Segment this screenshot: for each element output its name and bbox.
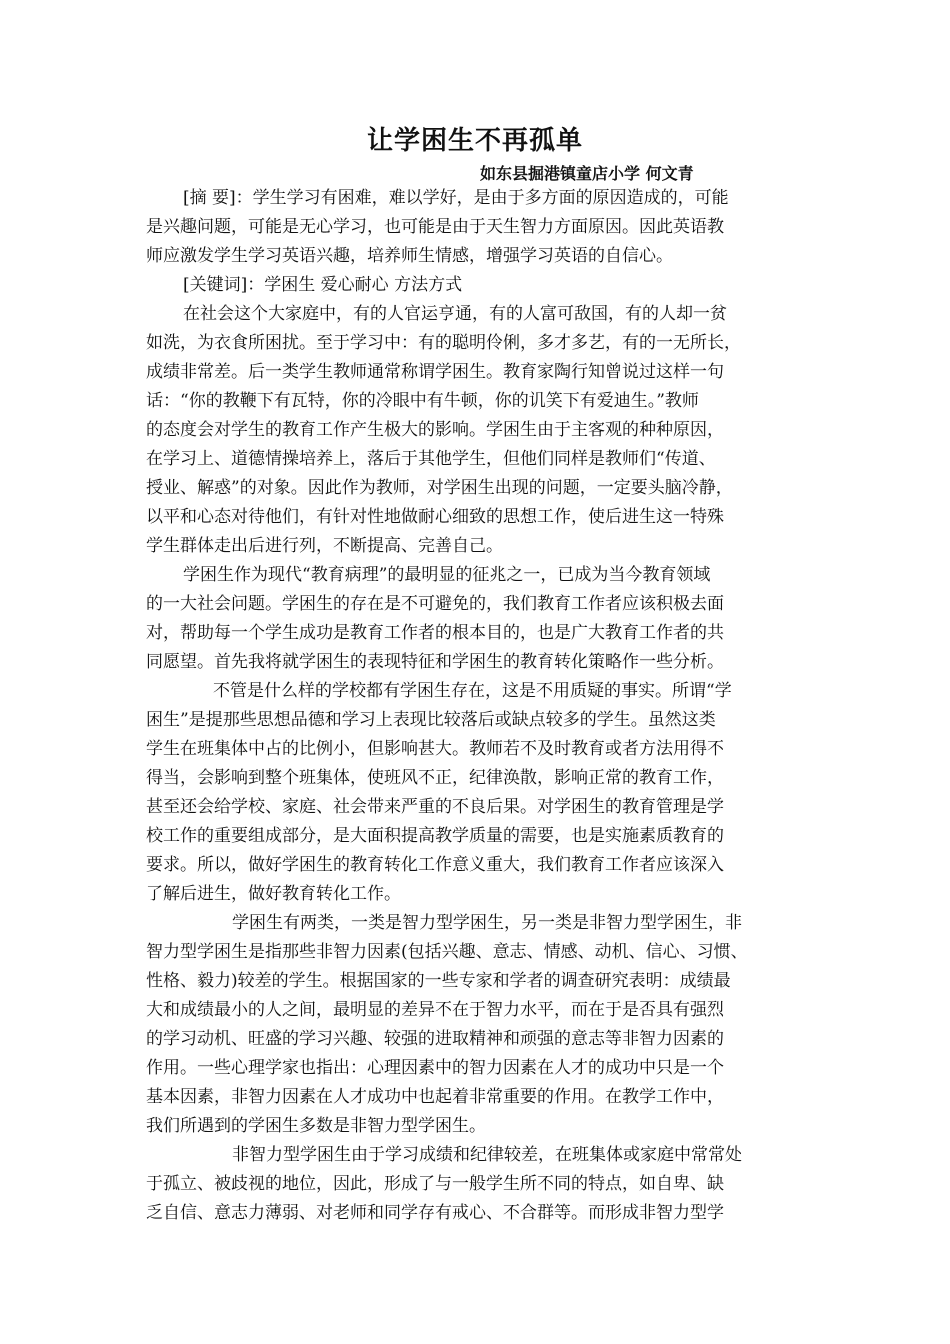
- paragraph-line: 基本因素，非智力因素在人才成功中也起着非常重要的作用。在教学工作中，: [146, 1087, 724, 1107]
- paragraph-line: 得当，会影响到整个班集体，使班风不正，纪律涣散，影响正常的教育工作，: [146, 768, 724, 788]
- paragraph-line: 大和成绩最小的人之间，最明显的差异不在于智力水平，而在于是否具有强烈: [146, 1000, 724, 1020]
- keywords-label: [关键词]：: [183, 275, 265, 295]
- paragraph-line: 学生在班集体中占的比例小，但影响甚大。教师若不及时教育或者方法用得不: [146, 739, 724, 759]
- paragraph-line: 学生群体走出后进行列，不断提高、完善自己。: [146, 536, 503, 556]
- paragraph-line: 于孤立、被歧视的地位，因此，形成了与一般学生所不同的特点，如自卑、缺: [146, 1174, 724, 1194]
- keywords-line: [183, 275, 462, 295]
- paragraph-line: 授业、解惑”的对象。因此作为教师，对学困生出现的问题，一定要头脑冷静，: [146, 478, 733, 498]
- paragraph-line: 在学习上、道德情操培养上，落后于其他学生，但他们同样是教师们“传道、: [146, 449, 716, 469]
- author-line: 如东县掘港镇童店小学 何文青: [480, 164, 694, 183]
- abstract-label: [摘 要]：: [183, 188, 253, 208]
- abstract-line: 师应激发学生学习英语兴趣，培养师生情感，增强学习英语的自信心。: [146, 246, 673, 266]
- paragraph-line: 以平和心态对待他们，有针对性地做耐心细致的思想工作，使后进生这一特殊: [146, 507, 724, 527]
- paragraph-line: 了解后进生，做好教育转化工作。: [146, 884, 401, 904]
- paragraph-line: 不管是什么样的学校都有学困生存在，这是不用质疑的事实。所谓“学: [213, 681, 732, 701]
- paragraph-line: 话：“你的教鞭下有瓦特，你的冷眼中有牛顿，你的讥笑下有爱迪生。”教师: [146, 391, 699, 411]
- abstract-line: 是兴趣问题，可能是无心学习，也可能是由于天生智力方面原因。因此英语教: [146, 217, 724, 237]
- abstract-line: [183, 188, 729, 208]
- paragraph-line: 非智力型学困生由于学习成绩和纪律较差，在班集体或家庭中常常处: [232, 1145, 742, 1165]
- paragraph-line: 学困生有两类，一类是智力型学困生，另一类是非智力型学困生，非: [232, 913, 742, 933]
- paragraph-line: 成绩非常差。后一类学生教师通常称谓学困生。教育家陶行知曾说过这样一句: [146, 362, 724, 382]
- paragraph-line: 对，帮助每一个学生成功是教育工作者的根本目的，也是广大教育工作者的共: [146, 623, 724, 643]
- paragraph-line: 校工作的重要组成部分，是大面积提高教学质量的需要，也是实施素质教育的: [146, 826, 724, 846]
- keywords-text: 学困生 爱心耐心 方法方式: [264, 275, 463, 295]
- paragraph-line: 性格、毅力)较差的学生。根据国家的一些专家和学者的调查研究表明：成绩最: [146, 971, 731, 991]
- paragraph-line: 乏自信、意志力薄弱、对老师和同学存有戒心、不合群等。而形成非智力型学: [146, 1203, 724, 1223]
- paragraph-line: 学困生作为现代“教育病理”的最明显的征兆之一，已成为当今教育领域: [183, 565, 711, 585]
- paragraph-line: 在社会这个大家庭中，有的人官运亨通，有的人富可敌国，有的人却一贫: [183, 304, 727, 324]
- abstract-text: 学生学习有困难，难以学好，是由于多方面的原因造成的，可能: [252, 188, 729, 208]
- paragraph-line: 甚至还会给学校、家庭、社会带来严重的不良后果。对学困生的教育管理是学: [146, 797, 724, 817]
- paragraph-line: 我们所遇到的学困生多数是非智力型学困生。: [146, 1116, 486, 1136]
- paragraph-line: 作用。一些心理学家也指出：心理因素中的智力因素在人才的成功中只是一个: [146, 1058, 724, 1078]
- paragraph-line: 智力型学困生是指那些非智力因素(包括兴趣、意志、情感、动机、信心、习惯、: [146, 942, 748, 962]
- paragraph-line: 同愿望。首先我将就学困生的表现特征和学困生的教育转化策略作一些分析。: [146, 652, 724, 672]
- paragraph-line: 困生”是提那些思想品德和学习上表现比较落后或缺点较多的学生。虽然这类: [146, 710, 716, 730]
- document-title: 让学困生不再孤单: [366, 126, 583, 156]
- paragraph-line: 如洗，为衣食所困扰。至于学习中：有的聪明伶俐，多才多艺，有的一无所长，: [146, 333, 741, 353]
- paragraph-line: 的一大社会问题。学困生的存在是不可避免的，我们教育工作者应该积极去面: [146, 594, 724, 614]
- paragraph-line: 要求。所以，做好学困生的教育转化工作意义重大，我们教育工作者应该深入: [146, 855, 724, 875]
- paragraph-line: 的学习动机、旺盛的学习兴趣、较强的进取精神和顽强的意志等非智力因素的: [146, 1029, 724, 1049]
- paragraph-line: 的态度会对学生的教育工作产生极大的影响。学困生由于主客观的种种原因，: [146, 420, 724, 440]
